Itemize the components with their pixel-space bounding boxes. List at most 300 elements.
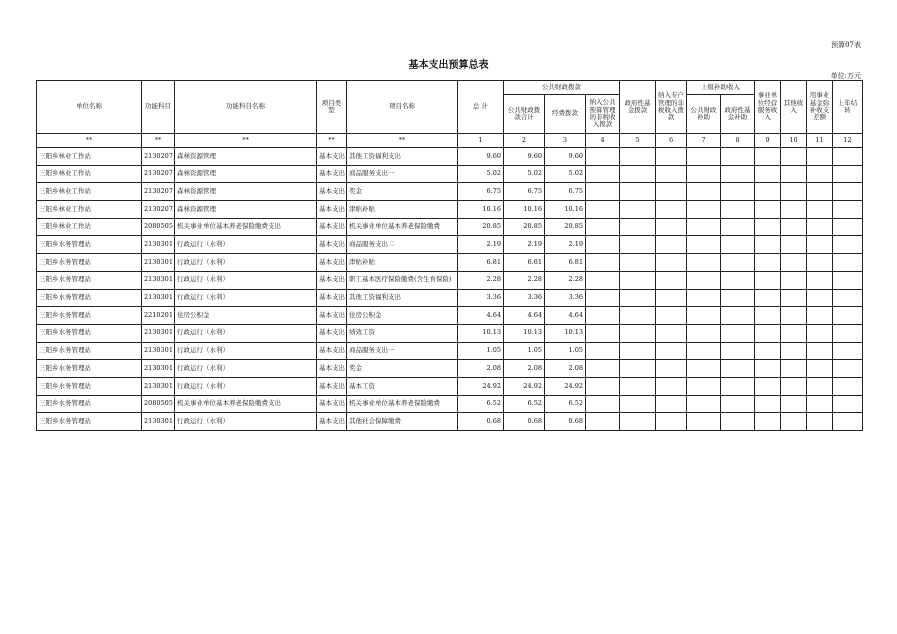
table-row	[37, 148, 863, 166]
empty-cell	[721, 307, 755, 325]
empty-cell	[781, 307, 807, 325]
empty-cell	[721, 289, 755, 307]
index-cell: 4	[586, 134, 620, 148]
cell-total: 1.05	[458, 342, 504, 360]
cell-proj-type: 基本支出	[317, 395, 347, 413]
cell-func-name: 行政运行（水利）	[175, 254, 317, 272]
table-row	[37, 289, 863, 307]
empty-cell	[781, 201, 807, 219]
cell-total: 6.81	[458, 254, 504, 272]
index-cell: 12	[833, 134, 863, 148]
empty-cell	[620, 165, 656, 183]
cell-proj-type: 基本支出	[317, 201, 347, 219]
cell-total: 6.75	[458, 183, 504, 201]
cell-proj-name: 商品服务支出一	[347, 165, 458, 183]
empty-cell	[687, 254, 721, 272]
cell-pf-total: 9.60	[504, 148, 545, 166]
empty-cell	[656, 289, 687, 307]
table-row	[37, 183, 863, 201]
empty-cell	[721, 271, 755, 289]
empty-cell	[807, 165, 833, 183]
empty-cell	[781, 395, 807, 413]
cell-func-name: 机关事业单位基本养老保险缴费支出	[175, 395, 317, 413]
empty-cell	[721, 360, 755, 378]
cell-proj-name: 其他工资福利支出	[347, 148, 458, 166]
empty-cell	[586, 201, 620, 219]
empty-cell	[833, 254, 863, 272]
index-cell: **	[142, 134, 175, 148]
empty-cell	[781, 342, 807, 360]
empty-cell	[721, 413, 755, 431]
empty-cell	[833, 165, 863, 183]
cell-func-code: 2080505	[142, 395, 175, 413]
cell-unit-name: 三阳乡水务管理站	[37, 377, 142, 395]
empty-cell	[833, 324, 863, 342]
empty-cell	[833, 183, 863, 201]
index-cell: 7	[687, 134, 721, 148]
cell-proj-type: 基本支出	[317, 148, 347, 166]
cell-proj-type: 基本支出	[317, 360, 347, 378]
index-cell: 5	[620, 134, 656, 148]
cell-proj-type: 基本支出	[317, 342, 347, 360]
cell-total: 2.08	[458, 360, 504, 378]
header-fund-gap: 用事业基金弥补收支差额	[807, 81, 833, 134]
empty-cell	[586, 218, 620, 236]
empty-cell	[656, 271, 687, 289]
cell-operating: 2.28	[545, 271, 586, 289]
cell-func-name: 行政运行（水利）	[175, 342, 317, 360]
empty-cell	[807, 395, 833, 413]
cell-unit-name: 三阳乡水务管理站	[37, 271, 142, 289]
cell-func-name: 机关事业单位基本养老保险缴费支出	[175, 218, 317, 236]
cell-func-name: 森林资源管理	[175, 183, 317, 201]
empty-cell	[833, 271, 863, 289]
empty-cell	[620, 413, 656, 431]
cell-proj-type: 基本支出	[317, 254, 347, 272]
empty-cell	[781, 271, 807, 289]
empty-cell	[807, 360, 833, 378]
cell-unit-name: 三阳乡林业工作站	[37, 218, 142, 236]
empty-cell	[833, 395, 863, 413]
index-cell: **	[317, 134, 347, 148]
cell-func-name: 行政运行（水利）	[175, 271, 317, 289]
empty-cell	[721, 324, 755, 342]
empty-cell	[781, 165, 807, 183]
empty-cell	[755, 289, 781, 307]
empty-cell	[807, 218, 833, 236]
cell-operating: 9.60	[545, 148, 586, 166]
cell-func-code: 2130301	[142, 254, 175, 272]
empty-cell	[755, 377, 781, 395]
empty-cell	[687, 148, 721, 166]
cell-pf-total: 5.02	[504, 165, 545, 183]
empty-cell	[620, 377, 656, 395]
cell-func-code: 2080505	[142, 218, 175, 236]
empty-cell	[807, 377, 833, 395]
empty-cell	[781, 377, 807, 395]
empty-cell	[687, 360, 721, 378]
cell-func-code: 2130207	[142, 165, 175, 183]
cell-proj-type: 基本支出	[317, 165, 347, 183]
header-gov-fund: 政府性基金拨款	[620, 81, 656, 134]
empty-cell	[687, 377, 721, 395]
empty-cell	[620, 201, 656, 219]
cell-total: 0.68	[458, 413, 504, 431]
cell-proj-name: 商品服务支出一	[347, 342, 458, 360]
cell-total: 10.16	[458, 201, 504, 219]
cell-func-code: 2130301	[142, 377, 175, 395]
cell-proj-name: 其他社会保障缴费	[347, 413, 458, 431]
empty-cell	[656, 395, 687, 413]
empty-cell	[721, 342, 755, 360]
empty-cell	[755, 254, 781, 272]
empty-cell	[620, 218, 656, 236]
empty-cell	[807, 324, 833, 342]
header-unit-name: 单位名称	[37, 81, 142, 134]
empty-cell	[656, 413, 687, 431]
index-cell: 10	[781, 134, 807, 148]
cell-unit-name: 三阳乡水务管理站	[37, 289, 142, 307]
empty-cell	[656, 183, 687, 201]
cell-func-name: 住房公积金	[175, 307, 317, 325]
cell-unit-name: 三阳乡林业工作站	[37, 201, 142, 219]
table-row	[37, 360, 863, 378]
cell-total: 10.13	[458, 324, 504, 342]
cell-pf-total: 2.28	[504, 271, 545, 289]
empty-cell	[620, 395, 656, 413]
index-row	[37, 134, 863, 148]
empty-cell	[755, 342, 781, 360]
empty-cell	[833, 360, 863, 378]
empty-cell	[807, 254, 833, 272]
cell-pf-total: 20.85	[504, 218, 545, 236]
empty-cell	[833, 307, 863, 325]
empty-cell	[656, 148, 687, 166]
cell-total: 5.02	[458, 165, 504, 183]
empty-cell	[833, 342, 863, 360]
empty-cell	[687, 395, 721, 413]
empty-cell	[620, 307, 656, 325]
index-cell: 1	[458, 134, 504, 148]
cell-operating: 0.68	[545, 413, 586, 431]
cell-pf-total: 0.68	[504, 413, 545, 431]
empty-cell	[620, 236, 656, 254]
empty-cell	[620, 271, 656, 289]
empty-cell	[755, 201, 781, 219]
empty-cell	[586, 413, 620, 431]
cell-pf-total: 6.52	[504, 395, 545, 413]
empty-cell	[586, 254, 620, 272]
cell-unit-name: 三阳乡水务管理站	[37, 342, 142, 360]
empty-cell	[620, 148, 656, 166]
empty-cell	[656, 377, 687, 395]
cell-proj-name: 机关事业单位基本养老保险缴费	[347, 395, 458, 413]
index-cell: 11	[807, 134, 833, 148]
cell-proj-name: 津贴补贴	[347, 201, 458, 219]
empty-cell	[721, 201, 755, 219]
cell-func-name: 森林资源管理	[175, 148, 317, 166]
cell-pf-total: 3.36	[504, 289, 545, 307]
cell-unit-name: 三阳乡林业工作站	[37, 183, 142, 201]
cell-proj-type: 基本支出	[317, 377, 347, 395]
table-row	[37, 254, 863, 272]
table-row	[37, 324, 863, 342]
empty-cell	[687, 342, 721, 360]
empty-cell	[586, 165, 620, 183]
cell-unit-name: 三阳乡水务管理站	[37, 395, 142, 413]
empty-cell	[781, 218, 807, 236]
empty-cell	[807, 342, 833, 360]
empty-cell	[656, 165, 687, 183]
cell-unit-name: 三阳乡水务管理站	[37, 413, 142, 431]
empty-cell	[781, 413, 807, 431]
header-sup-gov-fund: 政府性基金补助	[721, 95, 755, 134]
empty-cell	[656, 254, 687, 272]
empty-cell	[620, 183, 656, 201]
cell-pf-total: 2.19	[504, 236, 545, 254]
cell-operating: 2.19	[545, 236, 586, 254]
empty-cell	[833, 201, 863, 219]
header-total: 总 计	[458, 81, 504, 134]
index-cell: **	[37, 134, 142, 148]
cell-pf-total: 2.08	[504, 360, 545, 378]
table-body	[37, 148, 863, 431]
cell-proj-name: 住房公积金	[347, 307, 458, 325]
empty-cell	[687, 307, 721, 325]
empty-cell	[755, 271, 781, 289]
table-row	[37, 218, 863, 236]
cell-func-code: 2130301	[142, 360, 175, 378]
header-proj-name: 项目名称	[347, 81, 458, 134]
cell-operating: 4.64	[545, 307, 586, 325]
header-operating: 经费拨款	[545, 95, 586, 134]
empty-cell	[807, 148, 833, 166]
empty-cell	[586, 148, 620, 166]
cell-func-name: 行政运行（水利）	[175, 324, 317, 342]
cell-operating: 24.92	[545, 377, 586, 395]
empty-cell	[781, 148, 807, 166]
cell-pf-total: 10.16	[504, 201, 545, 219]
table-row	[37, 413, 863, 431]
empty-cell	[755, 165, 781, 183]
cell-total: 9.60	[458, 148, 504, 166]
empty-cell	[755, 236, 781, 254]
cell-func-code: 2130301	[142, 271, 175, 289]
empty-cell	[781, 289, 807, 307]
empty-cell	[586, 360, 620, 378]
cell-operating: 3.36	[545, 289, 586, 307]
cell-operating: 6.81	[545, 254, 586, 272]
cell-proj-type: 基本支出	[317, 289, 347, 307]
header-nontax: 纳入公共预算管理的非税收入拨款	[586, 95, 620, 134]
empty-cell	[807, 236, 833, 254]
empty-cell	[721, 395, 755, 413]
empty-cell	[586, 342, 620, 360]
index-cell: 8	[721, 134, 755, 148]
header-superior: 上级补助收入	[687, 81, 755, 95]
cell-operating: 10.13	[545, 324, 586, 342]
cell-proj-name: 奖金	[347, 360, 458, 378]
cell-operating: 10.16	[545, 201, 586, 219]
empty-cell	[755, 324, 781, 342]
cell-unit-name: 三阳乡水务管理站	[37, 254, 142, 272]
empty-cell	[721, 377, 755, 395]
cell-func-code: 2130301	[142, 342, 175, 360]
header-sup-public: 公共财政补助	[687, 95, 721, 134]
empty-cell	[586, 289, 620, 307]
empty-cell	[656, 307, 687, 325]
empty-cell	[586, 395, 620, 413]
empty-cell	[687, 201, 721, 219]
cell-func-code: 2130207	[142, 148, 175, 166]
empty-cell	[807, 201, 833, 219]
cell-func-name: 行政运行（水利）	[175, 360, 317, 378]
cell-operating: 2.08	[545, 360, 586, 378]
empty-cell	[807, 271, 833, 289]
cell-func-name: 森林资源管理	[175, 201, 317, 219]
cell-proj-name: 奖金	[347, 183, 458, 201]
empty-cell	[755, 148, 781, 166]
index-cell: 6	[656, 134, 687, 148]
cell-func-code: 2130301	[142, 289, 175, 307]
empty-cell	[721, 236, 755, 254]
cell-proj-type: 基本支出	[317, 413, 347, 431]
cell-proj-name: 商品服务支出二	[347, 236, 458, 254]
cell-func-code: 2130301	[142, 413, 175, 431]
empty-cell	[620, 254, 656, 272]
cell-func-code: 2210201	[142, 307, 175, 325]
table-row	[37, 307, 863, 325]
cell-total: 24.92	[458, 377, 504, 395]
cell-operating: 20.85	[545, 218, 586, 236]
cell-unit-name: 三阳乡林业工作站	[37, 148, 142, 166]
cell-proj-type: 基本支出	[317, 271, 347, 289]
empty-cell	[687, 236, 721, 254]
cell-proj-type: 基本支出	[317, 236, 347, 254]
empty-cell	[586, 324, 620, 342]
cell-func-code: 2130207	[142, 201, 175, 219]
cell-proj-type: 基本支出	[317, 307, 347, 325]
cell-operating: 6.75	[545, 183, 586, 201]
cell-func-code: 2130301	[142, 324, 175, 342]
table-row	[37, 342, 863, 360]
empty-cell	[755, 218, 781, 236]
cell-proj-name: 机关事业单位基本养老保险缴费	[347, 218, 458, 236]
cell-proj-name: 基本工资	[347, 377, 458, 395]
empty-cell	[755, 307, 781, 325]
empty-cell	[721, 165, 755, 183]
cell-proj-type: 基本支出	[317, 218, 347, 236]
cell-func-name: 行政运行（水利）	[175, 236, 317, 254]
table-row	[37, 271, 863, 289]
cell-total: 3.36	[458, 289, 504, 307]
empty-cell	[807, 289, 833, 307]
header-pf-total: 公共财政拨款合计	[504, 95, 545, 134]
index-cell: 2	[504, 134, 545, 148]
empty-cell	[721, 218, 755, 236]
empty-cell	[586, 236, 620, 254]
cell-unit-name: 三阳乡水务管理站	[37, 324, 142, 342]
empty-cell	[781, 324, 807, 342]
empty-cell	[687, 271, 721, 289]
cell-unit-name: 三阳乡水务管理站	[37, 360, 142, 378]
empty-cell	[656, 236, 687, 254]
cell-proj-name: 其他工资福利支出	[347, 289, 458, 307]
header-proj-type: 项目类型	[317, 81, 347, 134]
cell-total: 2.28	[458, 271, 504, 289]
empty-cell	[687, 218, 721, 236]
cell-pf-total: 6.75	[504, 183, 545, 201]
index-cell: **	[175, 134, 317, 148]
cell-pf-total: 24.92	[504, 377, 545, 395]
empty-cell	[656, 360, 687, 378]
empty-cell	[781, 254, 807, 272]
empty-cell	[755, 183, 781, 201]
empty-cell	[656, 342, 687, 360]
empty-cell	[833, 289, 863, 307]
empty-cell	[586, 271, 620, 289]
cell-func-name: 行政运行（水利）	[175, 289, 317, 307]
table-row	[37, 165, 863, 183]
cell-total: 6.52	[458, 395, 504, 413]
empty-cell	[781, 183, 807, 201]
empty-cell	[833, 377, 863, 395]
header-carryover: 上年结转	[833, 81, 863, 134]
empty-cell	[755, 360, 781, 378]
empty-cell	[687, 324, 721, 342]
unit-label: 单位:万元	[830, 72, 861, 80]
empty-cell	[656, 201, 687, 219]
cell-unit-name: 三阳乡水务管理站	[37, 307, 142, 325]
cell-func-code: 2130207	[142, 183, 175, 201]
cell-operating: 1.05	[545, 342, 586, 360]
cell-proj-name: 绩效工资	[347, 324, 458, 342]
empty-cell	[833, 148, 863, 166]
empty-cell	[755, 413, 781, 431]
index-cell: 9	[755, 134, 781, 148]
empty-cell	[586, 183, 620, 201]
empty-cell	[687, 165, 721, 183]
header-special-nontax: 纳入专户管理的非税收入拨款	[656, 81, 687, 134]
table-row	[37, 201, 863, 219]
header-func-code: 功能科目	[142, 81, 175, 134]
header-other-income: 其他收入	[781, 81, 807, 134]
cell-unit-name: 三阳乡水务管理站	[37, 236, 142, 254]
cell-proj-type: 基本支出	[317, 183, 347, 201]
cell-total: 4.64	[458, 307, 504, 325]
cell-pf-total: 10.13	[504, 324, 545, 342]
empty-cell	[721, 254, 755, 272]
empty-cell	[586, 307, 620, 325]
cell-pf-total: 4.64	[504, 307, 545, 325]
empty-cell	[781, 360, 807, 378]
empty-cell	[755, 395, 781, 413]
table-row	[37, 377, 863, 395]
empty-cell	[620, 324, 656, 342]
header-biz-income: 事业单位经营服务收入	[755, 81, 781, 134]
cell-func-name: 行政运行（水利）	[175, 377, 317, 395]
empty-cell	[833, 218, 863, 236]
index-cell: **	[347, 134, 458, 148]
empty-cell	[586, 377, 620, 395]
empty-cell	[620, 342, 656, 360]
cell-func-code: 2130301	[142, 236, 175, 254]
cell-proj-name: 津贴补贴	[347, 254, 458, 272]
cell-total: 20.85	[458, 218, 504, 236]
empty-cell	[656, 324, 687, 342]
table-row	[37, 236, 863, 254]
empty-cell	[687, 289, 721, 307]
